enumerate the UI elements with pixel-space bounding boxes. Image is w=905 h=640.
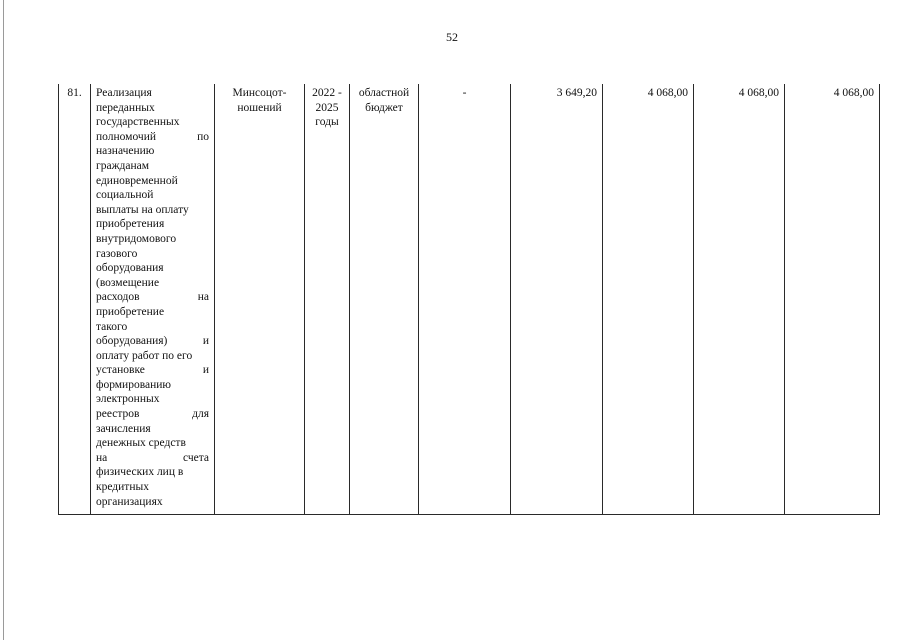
description-word: на bbox=[197, 291, 209, 304]
event-description-text bbox=[96, 86, 209, 509]
executor-cell bbox=[215, 84, 305, 515]
description-word: на bbox=[96, 451, 108, 464]
years-cell bbox=[305, 84, 350, 515]
description-line: гражданам bbox=[96, 159, 150, 172]
description-line: (возмещение bbox=[96, 276, 160, 289]
executor-text bbox=[220, 86, 299, 115]
description-line: формированию bbox=[96, 378, 171, 391]
value-cell-col8: 4 068,00 bbox=[694, 84, 785, 515]
description-word: по bbox=[197, 130, 209, 143]
description-word: оборудования) bbox=[96, 335, 168, 348]
description-line: переданных bbox=[96, 101, 155, 114]
row-index-cell: 81. bbox=[59, 84, 91, 515]
years-line: 2022 - bbox=[312, 87, 342, 99]
funding-source-cell bbox=[350, 84, 419, 515]
description-line bbox=[96, 363, 209, 378]
description-line bbox=[96, 407, 209, 422]
description-line: газового bbox=[96, 247, 138, 260]
description-line: внутридомового bbox=[96, 232, 177, 245]
event-description-cell bbox=[91, 84, 215, 515]
value-cell-col5: - bbox=[419, 84, 511, 515]
description-line: выплаты на оплату bbox=[96, 203, 189, 216]
executor-line: Минсоцот- bbox=[232, 87, 287, 99]
description-word: счета bbox=[182, 451, 209, 464]
description-line: социальной bbox=[96, 189, 154, 202]
years-line: 2025 bbox=[315, 101, 339, 114]
description-line: физических лиц в bbox=[96, 466, 184, 479]
page-number: 52 bbox=[446, 30, 458, 44]
funding-source-text bbox=[355, 86, 413, 115]
description-word: реестров bbox=[96, 408, 140, 421]
description-line: назначению bbox=[96, 145, 155, 158]
description-line: государственных bbox=[96, 116, 180, 129]
years-line: годы bbox=[315, 116, 339, 129]
description-word: расходов bbox=[96, 291, 140, 304]
value-cell-col6: 3 649,20 bbox=[511, 84, 603, 515]
funding-source-line: областной bbox=[358, 87, 410, 99]
description-line: организациях bbox=[96, 495, 163, 508]
value-cell-col7: 4 068,00 bbox=[603, 84, 694, 515]
description-word: полномочий bbox=[96, 130, 156, 143]
description-line: кредитных bbox=[96, 481, 149, 494]
funding-source-line: бюджет bbox=[365, 101, 403, 114]
description-line: Реализация bbox=[96, 87, 152, 99]
description-line bbox=[96, 130, 209, 145]
description-line: приобретение bbox=[96, 305, 165, 318]
description-line: денежных средств bbox=[96, 437, 186, 450]
value-cell-col9: 4 068,00 bbox=[785, 84, 880, 515]
years-text bbox=[310, 86, 344, 130]
description-line: оплату работ по его bbox=[96, 349, 193, 362]
budget-table bbox=[58, 84, 880, 515]
description-line bbox=[96, 451, 209, 466]
description-line: единовременной bbox=[96, 174, 178, 187]
description-line bbox=[96, 334, 209, 349]
description-word: для bbox=[192, 408, 209, 421]
description-word: и bbox=[202, 364, 209, 377]
description-line bbox=[96, 290, 209, 305]
description-line: приобретения bbox=[96, 218, 165, 231]
executor-line: ношений bbox=[237, 101, 282, 114]
description-line: оборудования bbox=[96, 262, 164, 275]
description-line: электронных bbox=[96, 393, 160, 406]
page-left-border bbox=[3, 0, 4, 640]
description-line: зачисления bbox=[96, 422, 151, 435]
description-line: такого bbox=[96, 320, 128, 333]
table-row bbox=[59, 84, 880, 515]
description-word: установке bbox=[96, 364, 145, 377]
description-word: и bbox=[202, 335, 209, 348]
